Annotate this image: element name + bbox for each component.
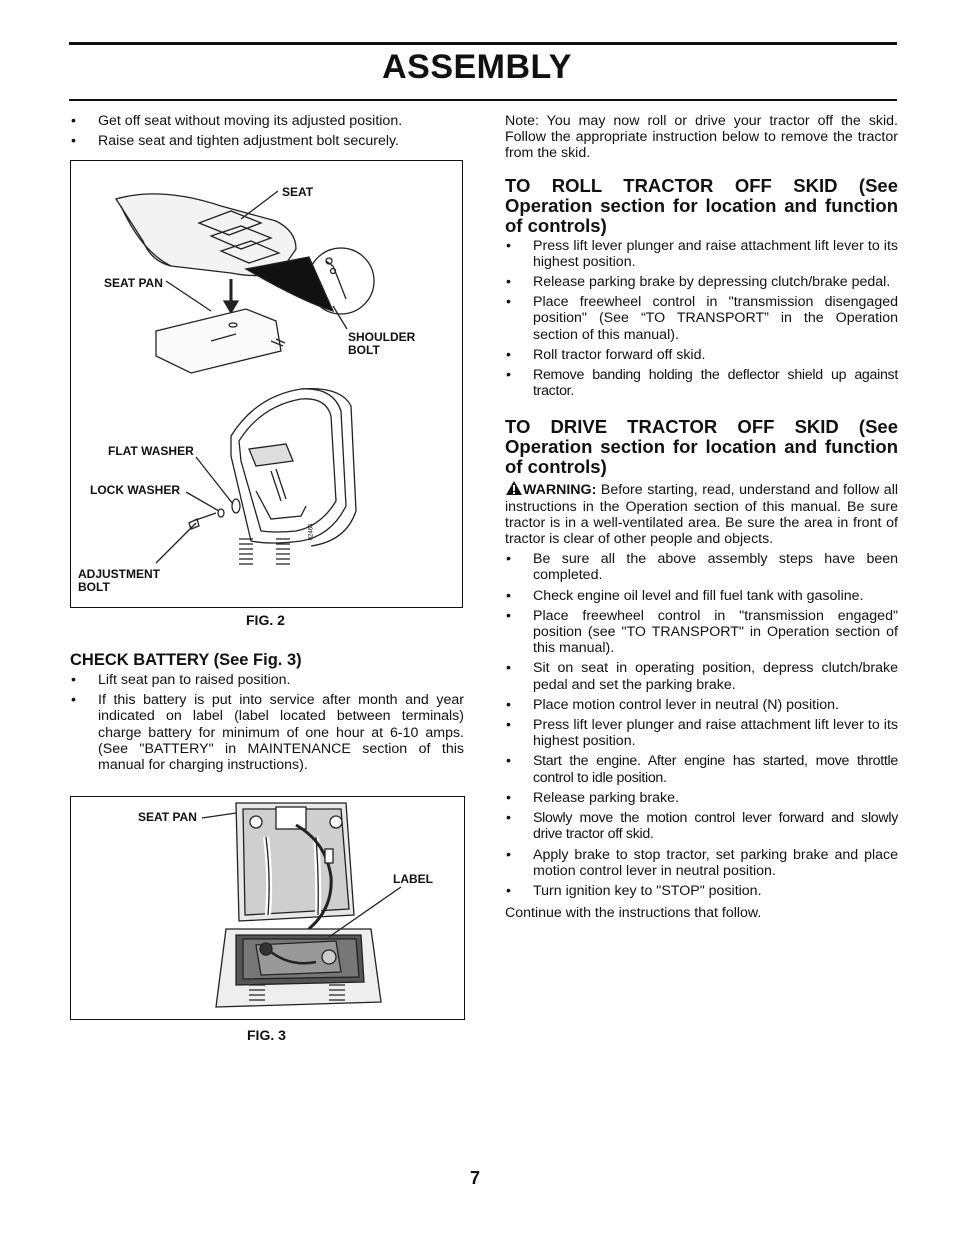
label-flat-washer: FLAT WASHER	[108, 444, 194, 458]
seat-cushion	[116, 194, 296, 276]
label-shoulder-bolt-1: SHOULDER	[348, 330, 416, 344]
list-item: • Press lift lever plunger and raise attachment lift lever to its highest position.	[505, 238, 898, 270]
flat-washer	[232, 499, 240, 513]
seat-pan-plate	[156, 309, 281, 373]
list-item: • Get off seat without moving its adjusted position.	[70, 113, 465, 129]
list-item: • Remove banding holding the deflector shield up against tractor.	[505, 367, 898, 399]
label-battery-label: LABEL	[393, 872, 433, 886]
list-item: • Press lift lever plunger and raise attachment lift lever to its highest position.	[505, 717, 898, 749]
check-battery-heading: CHECK BATTERY (See Fig. 3)	[70, 651, 302, 669]
list-item: • Apply brake to stop tractor, set parking brake and place motion control lever in neutral position.	[505, 847, 898, 879]
left-intro	[70, 113, 465, 153]
list-item: • Start the engine. After engine has started, move throttle control to idle position.	[505, 753, 898, 785]
list-item: • Place freewheel control in "transmission engaged" position (see "TO TRANSPORT" in Operation section of this manual).	[505, 608, 898, 657]
drive-list	[505, 551, 898, 899]
fig3-caption: FIG. 3	[247, 1027, 286, 1043]
list-item: • Raise seat and tighten adjustment bolt securely.	[70, 133, 465, 149]
label-seat-pan-fig3: SEAT PAN	[138, 810, 197, 824]
list-item: • Roll tractor forward off skid.	[505, 347, 898, 363]
right-column	[505, 113, 898, 921]
header-top-rule	[69, 42, 897, 45]
list-item: • If this battery is put into service after month and year indicated on label (label located between terminals) charge battery for minimum of one hour at 6-10 amps. (See "BATTERY" in MAINTENANCE section of this manual for charging instructions).	[70, 692, 464, 773]
label-lock-washer: LOCK WASHER	[90, 483, 180, 497]
list-item: • Slowly move the motion control lever forward and slowly drive tractor off skid.	[505, 810, 898, 842]
seat-assembly-illustration	[71, 161, 462, 607]
figure-code: 02465	[308, 523, 315, 541]
list-item: • Place motion control lever in neutral (N) position.	[505, 697, 898, 713]
roll-list	[505, 238, 898, 400]
list-item: • Lift seat pan to raised position.	[70, 672, 464, 688]
battery-illustration	[71, 797, 464, 1019]
label-seat: SEAT	[282, 185, 314, 199]
fig2-caption: FIG. 2	[246, 612, 285, 628]
closing-text: Continue with the instructions that follow.	[505, 905, 762, 922]
figure-3	[70, 796, 465, 1020]
warning-label: WARNING:	[523, 482, 597, 499]
drive-heading: TO DRIVE TRACTOR OFF SKID (See Operation section for location and function of controls)	[505, 416, 898, 478]
label-shoulder-bolt-2: BOLT	[348, 343, 380, 357]
list-item: • Turn ignition key to "STOP" position.	[505, 883, 898, 899]
warning-paragraph	[505, 480, 898, 547]
list-item: • Be sure all the above assembly steps have been completed.	[505, 551, 898, 583]
page-title: ASSEMBLY	[382, 48, 572, 86]
check-battery-section	[70, 650, 464, 777]
seat-frame	[231, 389, 346, 543]
label-adjustment-bolt-2: BOLT	[78, 580, 110, 594]
figure-2	[70, 160, 463, 608]
warning-triangle-icon	[505, 480, 523, 496]
list-item: • Sit on seat in operating position, depress clutch/brake pedal and set the parking brake.	[505, 660, 898, 692]
page-number: 7	[470, 1168, 481, 1188]
header-bottom-rule	[69, 99, 897, 101]
list-item: • Release parking brake.	[505, 790, 898, 806]
label-seat-pan: SEAT PAN	[104, 276, 163, 290]
roll-heading: TO ROLL TRACTOR OFF SKID (See Operation section for location and function of controls)	[505, 174, 898, 236]
list-item: • Check engine oil level and fill fuel tank with gasoline.	[505, 588, 898, 604]
list-item: • Release parking brake by depressing clutch/brake pedal.	[505, 274, 898, 290]
warning-text: Before starting, read, understand and follow all instructions in the Operation section of this manual. Be sure tractor is in a well-ventilated area. Be sure the area in front of tractor is clear of other people and objects.	[505, 482, 898, 548]
list-item: • Place freewheel control in "transmission disengaged position" (See “TO TRANSPORT” in the Operation section of this manual).	[505, 294, 898, 343]
label-adjustment-bolt-1: ADJUSTMENT	[78, 567, 161, 581]
note-text: Note: You may now roll or drive your tractor off the skid. Follow the appropriate instruction below to remove the tractor from the skid.	[505, 113, 898, 162]
